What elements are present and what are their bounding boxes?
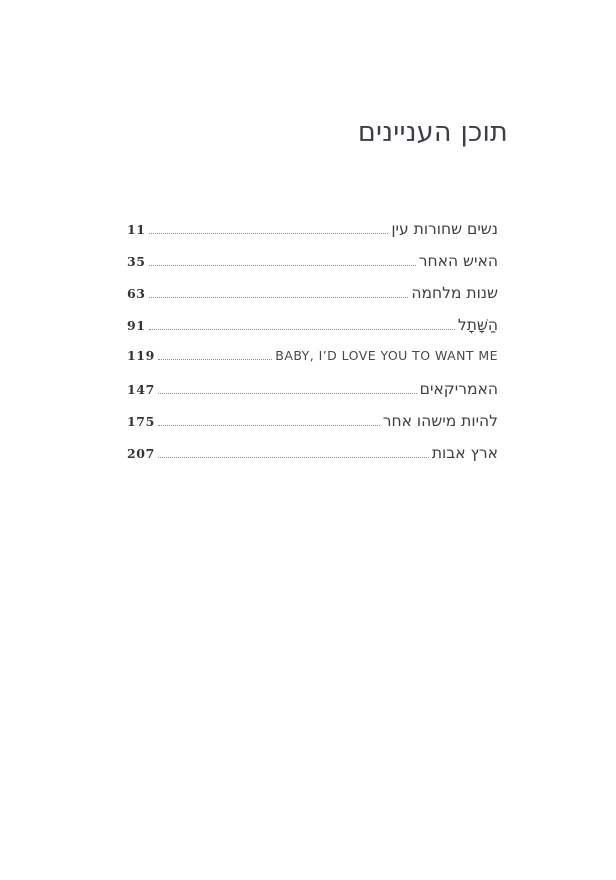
dot-leader <box>149 233 389 234</box>
toc-entry-page-number: 11 <box>127 222 146 237</box>
dot-leader <box>158 425 380 426</box>
toc-entry <box>127 252 498 284</box>
toc-entry-page-number: 147 <box>127 382 155 397</box>
toc-entry-title: נשים שחורות עין <box>391 220 498 238</box>
page-title: תוכן העניינים <box>357 117 508 148</box>
toc-entry-title: שנות מלחמה <box>411 284 498 302</box>
toc-entry-title: ארץ אבות <box>431 444 498 462</box>
toc-entry-title: BABY, I’D LOVE YOU TO WANT ME <box>275 348 498 363</box>
toc-entry-page-number: 175 <box>127 414 155 429</box>
toc-entry <box>127 348 498 380</box>
dot-leader <box>149 329 455 330</box>
dot-leader <box>158 457 429 458</box>
dot-leader <box>149 297 409 298</box>
toc-entry <box>127 284 498 316</box>
toc-entry-title: האמריקאים <box>419 380 498 398</box>
toc-entry <box>127 380 498 412</box>
dot-leader <box>149 265 416 266</box>
toc-entry <box>127 316 498 348</box>
toc-entry <box>127 220 498 252</box>
toc-list <box>127 220 498 476</box>
toc-entry-page-number: 35 <box>127 254 146 269</box>
toc-entry-title: האיש האחר <box>418 252 498 270</box>
toc-entry-page-number: 119 <box>127 348 155 363</box>
toc-entry-title: להיות מישהו אחר <box>382 412 498 430</box>
toc-entry-page-number: 63 <box>127 286 146 301</box>
toc-entry <box>127 444 498 476</box>
toc-entry-page-number: 91 <box>127 318 146 333</box>
toc-entry <box>127 412 498 444</box>
dot-leader <box>158 359 272 360</box>
toc-entry-page-number: 207 <box>127 446 155 461</box>
toc-entry-title: הַשָּׁתָל <box>457 316 498 334</box>
dot-leader <box>158 393 417 394</box>
